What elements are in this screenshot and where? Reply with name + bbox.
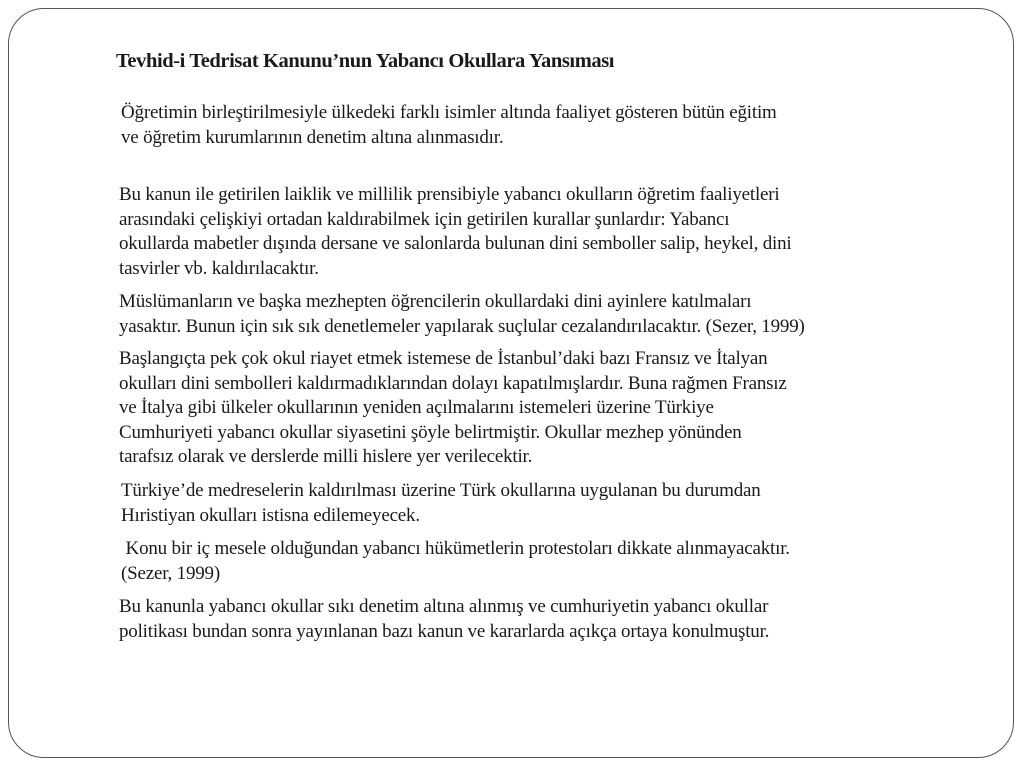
text-line: ve İtalya gibi ülkeler okullarının yeniden açılmalarını istemeleri üzerine Türkiye xyxy=(119,397,714,418)
text-line: Bu kanunla yabancı okullar sıkı denetim altına alınmış ve cumhuriyetin yabancı okullar xyxy=(119,596,769,617)
text-line: Türkiye’de medreselerin kaldırılması üzerine Türk okullarına uygulanan bu durumdan xyxy=(121,480,761,501)
paragraph-5 xyxy=(121,479,761,528)
text-line: Başlangıçta pek çok okul riayet etmek istemese de İstanbul’daki bazı Fransız ve İtalyan xyxy=(119,348,768,369)
text-line: politikası bundan sonra yayınlanan bazı kanun ve kararlarda açıkça ortaya konulmuştur. xyxy=(119,620,770,642)
text-line: tasvirler vb. kaldırılacaktır. xyxy=(119,257,319,279)
text-line: Konu bir iç mesele olduğundan yabancı hükümetlerin protestoları dikkate alınmayacaktır. xyxy=(121,538,790,559)
paragraph-1 xyxy=(121,101,777,150)
text-line: ve öğretim kurumlarının denetim altına alınmasıdır. xyxy=(121,126,504,148)
text-line: arasındaki çelişkiyi ortadan kaldırabilmek için getirilen kurallar şunlardır: Yabancı xyxy=(119,208,730,230)
text-line: okullarda mabetler dışında dersane ve salonlarda bulunan dini semboller salip, heykel, dini xyxy=(119,233,792,254)
paragraph-6 xyxy=(121,537,790,586)
paragraph-7 xyxy=(119,595,769,644)
text-line: Bu kanun ile getirilen laiklik ve millilik prensibiyle yabancı okulların öğretim faaliyetleri xyxy=(119,184,780,205)
text-line: Cumhuriyeti yabancı okullar siyasetini şöyle belirtmiştir. Okullar mezhep yönünden xyxy=(119,421,742,443)
text-line: Hıristiyan okulları istisna edilemeyecek. xyxy=(121,504,420,526)
paragraph-4 xyxy=(119,347,787,470)
text-line: (Sezer, 1999) xyxy=(121,562,220,584)
text-line: okulları dini sembolleri kaldırmadıklarından dolayı kapatılmışlardır. Buna rağmen Fransız xyxy=(119,372,787,394)
paragraph-3 xyxy=(119,290,805,339)
paragraph-2 xyxy=(119,183,791,281)
text-line: yasaktır. Bunun için sık sık denetlemeler yapılarak suçlular cezalandırılacaktır. (Sezer, 1999) xyxy=(119,315,805,337)
text-line: tarafsız olarak ve derslerde milli hislere yer verilecektir. xyxy=(119,446,533,467)
text-line: Müslümanların ve başka mezhepten öğrencilerin okullardaki dini ayinlere katılmaları xyxy=(119,291,752,312)
text-line: Öğretimin birleştirilmesiyle ülkedeki farklı isimler altında faaliyet gösteren bütün eğitim xyxy=(121,102,777,123)
slide-title: Tevhid-i Tedrisat Kanunu’nun Yabancı Okullara Yansıması xyxy=(116,50,615,72)
